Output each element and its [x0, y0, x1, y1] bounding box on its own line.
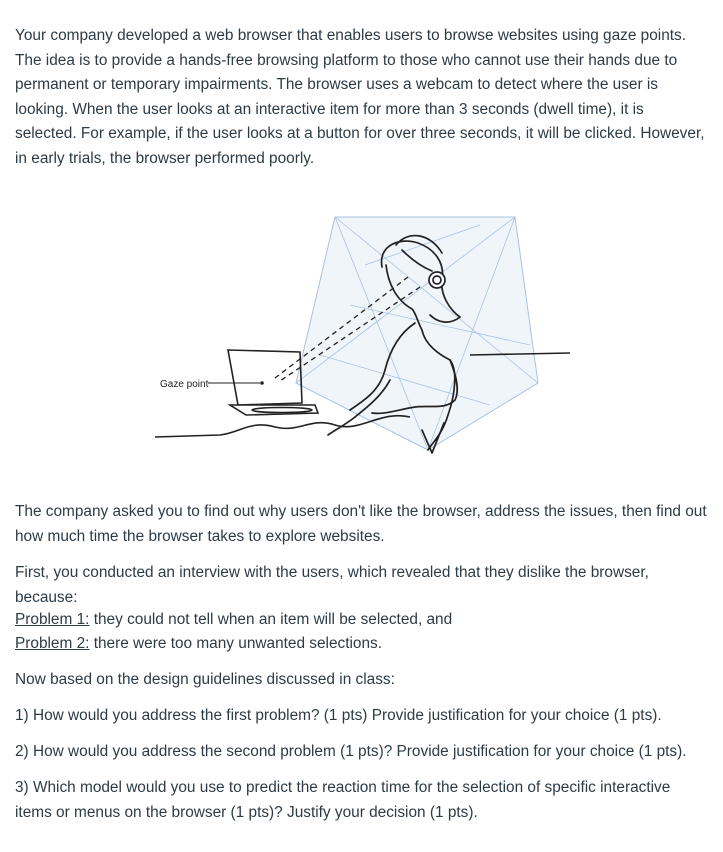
problem-2-text: there were too many unwanted selections. — [89, 635, 383, 652]
gaze-illustration — [150, 205, 580, 465]
question-3: 3) Which model would you use to predict the reaction time for the selection of specific interactive items or menus on the browser (1 pts)? Justify your decision (1 pts). — [15, 779, 671, 821]
question-1: 1) How would you address the first problem? (1 pts) Provide justification for your choice (1 pts). — [15, 707, 662, 724]
guidelines-paragraph: Now based on the design guidelines discussed in class: — [15, 671, 395, 688]
interview-paragraph: First, you conducted an interview with the users, which revealed that they dislike the browser, because: — [15, 564, 649, 606]
gaze-point-label: Gaze point — [160, 379, 209, 390]
intro-paragraph: Your company developed a web browser that enables users to browse websites using gaze points. The idea is to provide a hands-free browsing platform to those who cannot use their hands due to permanent or temporary impairments. The browser uses a webcam to detect where the user is looking. When the user looks at an interactive item for more than 3 seconds (dwell time), it is selected. For example, if the user looks at a button for over three seconds, it will be clicked. However, in early trials, the browser performed poorly. — [15, 27, 705, 167]
task-paragraph: The company asked you to find out why users don't like the browser, address the issues, then find out how much time the browser takes to explore websites. — [15, 503, 707, 545]
problem-2-label: Problem 2: — [15, 635, 90, 652]
problem-1-text: they could not tell when an item will be selected, and — [89, 611, 453, 628]
question-2: 2) How would you address the second problem (1 pts)? Provide justification for your choice (1 pts). — [15, 743, 687, 760]
gaze-point-marker — [260, 381, 264, 385]
problem-1 — [15, 608, 707, 633]
problem-1-label: Problem 1: — [15, 611, 90, 628]
problem-2 — [15, 632, 707, 657]
